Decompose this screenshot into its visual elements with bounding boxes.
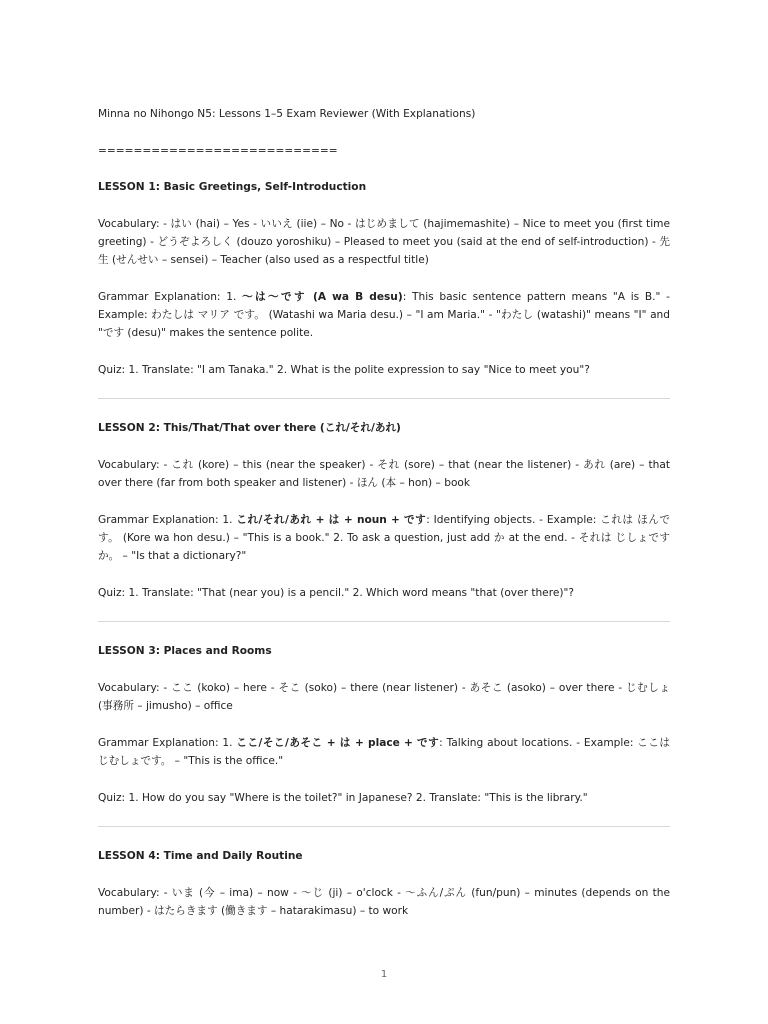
lesson-3-heading: LESSON 3: Places and Rooms bbox=[98, 645, 272, 657]
section-divider bbox=[98, 398, 670, 399]
lesson-1-heading: LESSON 1: Basic Greetings, Self-Introduction bbox=[98, 181, 367, 193]
grammar-explanation: : Identifying objects. - Example: これは ほんです。 (Kore wa hon desu.) – "This is a book." 2. To ask a question, just add か at the end. - それは じしょですか。 – "Is that a dictionary?" bbox=[98, 514, 670, 562]
grammar-prefix: Grammar Explanation: 1. bbox=[98, 291, 243, 303]
lesson-3-quiz: Quiz: 1. How do you say "Where is the toilet?" in Japanese? 2. Translate: "This is the library." bbox=[98, 792, 588, 804]
grammar-pattern: ここ/そこ/あそこ + は + place + です bbox=[236, 737, 440, 749]
lesson-3-grammar bbox=[98, 734, 670, 770]
grammar-explanation: : Talking about locations. - Example: ここは じむしょです。 – "This is the office." bbox=[98, 737, 671, 767]
grammar-pattern: これ/それ/あれ + は + noun + です bbox=[236, 514, 427, 526]
section-divider bbox=[98, 826, 670, 827]
lesson-1-quiz: Quiz: 1. Translate: "I am Tanaka." 2. What is the polite expression to say "Nice to meet you"? bbox=[98, 364, 590, 376]
grammar-pattern: 〜は〜です (A wa B desu) bbox=[242, 291, 403, 303]
page-number: 1 bbox=[380, 969, 388, 980]
lesson-4-vocabulary: Vocabulary: - いま (今 – ima) – now - 〜じ (ji) – o'clock - 〜ふん/ぷん (fun/pun) – minutes (depends on the number) - はたらきます (働きます – hatarakimasu) – to work bbox=[98, 887, 670, 917]
section-divider bbox=[98, 621, 670, 622]
lesson-3-vocabulary: Vocabulary: - ここ (koko) – here - そこ (soko) – there (near listener) - あそこ (asoko) – over there - じむしょ (事務所 – jimusho) – office bbox=[98, 682, 670, 712]
grammar-prefix: Grammar Explanation: 1. bbox=[98, 737, 237, 749]
lesson-4-heading: LESSON 4: Time and Daily Routine bbox=[98, 850, 303, 862]
lesson-2-quiz: Quiz: 1. Translate: "That (near you) is a pencil." 2. Which word means "that (over there)"? bbox=[98, 587, 574, 599]
grammar-explanation: : This basic sentence pattern means "A is B." - Example: わたしは マリア です。 (Watashi wa Maria desu.) – "I am Maria." - "わたし (watashi)" means "I" and "です (desu)" makes the sentence polite. bbox=[98, 291, 670, 339]
lesson-1-grammar bbox=[98, 288, 670, 342]
lesson-2-grammar bbox=[98, 511, 670, 565]
document-title: Minna no Nihongo N5: Lessons 1–5 Exam Reviewer (With Explanations) bbox=[98, 108, 476, 120]
grammar-prefix: Grammar Explanation: 1. bbox=[98, 514, 237, 526]
lesson-2-vocabulary: Vocabulary: - これ (kore) – this (near the speaker) - それ (sore) – that (near the listener) - あれ (are) – that over there (far from both speaker and listener) - ほん (本 – hon) – book bbox=[98, 459, 670, 489]
lesson-2-heading: LESSON 2: This/That/That over there (これ/それ/あれ) bbox=[98, 422, 401, 434]
lesson-1-vocabulary: Vocabulary: - はい (hai) – Yes - いいえ (iie) – No - はじめまして (hajimemashite) – Nice to meet you (first time greeting) - どうぞよろしく (douzo yoroshiku) – Pleased to meet you (said at the end of self-introduction) - 先生 (せんせい – sensei) – Teacher (also used as a respectful title) bbox=[98, 218, 670, 266]
title-separator: =========================== bbox=[98, 145, 338, 157]
